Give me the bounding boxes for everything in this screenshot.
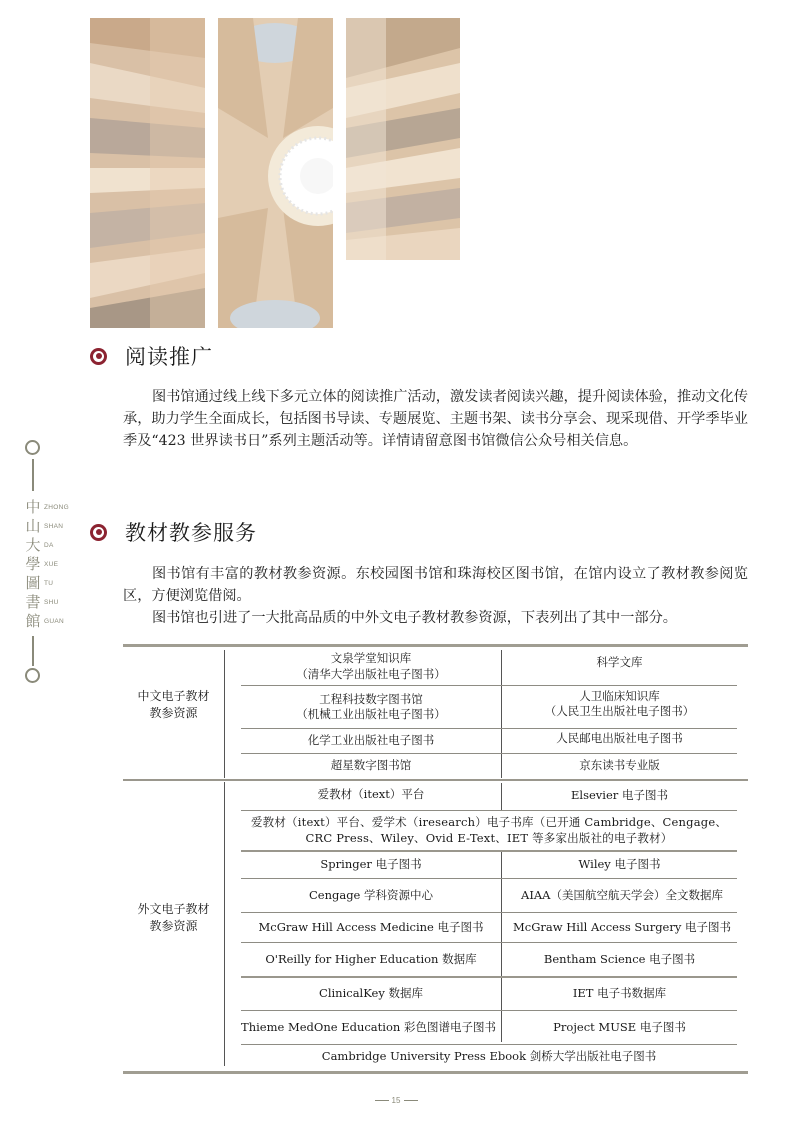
textbook-paragraph-1: 图书馆有丰富的教材教参资源。东校园图书馆和珠海校区图书馆，在馆内设立了教材教参阅览区，方便浏览借阅。 bbox=[123, 566, 748, 604]
table-cell: 超星数字图书馆 bbox=[330, 758, 412, 773]
table-cell: Cengage 学科资源中心 bbox=[308, 887, 434, 902]
table-cell: 爱教材（itext）平台 bbox=[317, 787, 425, 802]
side-vertical-pinyin: ZHONG SHAN DA XUE TU SHU GUAN bbox=[44, 504, 69, 625]
table-vline bbox=[224, 650, 225, 778]
section-title: 阅读推广 bbox=[125, 345, 213, 369]
reading-paragraph: 图书馆通过线上线下多元立体的阅读推广活动，激发读者阅读兴趣，提升阅读体验，推动文化传承，助力学生全面成长，包括图书导读、专题展览、主题书架、读书分享会、现采现借、开学季毕业季及“423 世界读书日”系列主题活动等。详情请留意图书馆微信公众号相关信息。 bbox=[123, 389, 748, 449]
table-cell: IET 电子书数据库 bbox=[572, 986, 667, 1001]
table-cell: AIAA（美国航空航天学会）全文数据库 bbox=[521, 887, 723, 902]
table-cell: Elsevier 电子图书 bbox=[571, 788, 668, 803]
side-bottom-circle bbox=[25, 668, 40, 683]
table-cell-wide: Cambridge University Press Ebook 剑桥大学出版社电子图书 bbox=[321, 1049, 657, 1064]
side-bottom-line bbox=[32, 636, 34, 666]
section-header-textbook bbox=[90, 517, 257, 547]
side-vertical-library-name: 中 山 大 學 圖 書 館 bbox=[25, 498, 41, 630]
category-chinese: 中文电子教材 教参资源 bbox=[137, 689, 210, 720]
table-cell: Bentham Science 电子图书 bbox=[543, 951, 696, 966]
table-bottom-rule bbox=[123, 1071, 748, 1074]
side-top-circle bbox=[25, 440, 40, 455]
bullet-circle-icon bbox=[90, 348, 107, 365]
category-foreign: 外文电子教材 教参资源 bbox=[137, 902, 210, 933]
table-cell: McGraw Hill Access Medicine 电子图书 bbox=[258, 919, 484, 934]
page-number-dash-right bbox=[404, 1100, 418, 1101]
library-interior-photo-left bbox=[90, 18, 205, 328]
textbook-paragraph-2: 图书馆也引进了一大批高品质的中外文电子教材教参资源，下表列出了其中一部分。 bbox=[152, 610, 677, 626]
table-cell: 人卫临床知识库 （人民卫生出版社电子图书） bbox=[544, 688, 695, 718]
table-cell: Springer 电子图书 bbox=[320, 857, 422, 872]
table-section-rule bbox=[123, 779, 748, 781]
section-title: 教材教参服务 bbox=[125, 521, 257, 545]
table-top-rule bbox=[123, 644, 748, 647]
table-cell: 文泉学堂知识库 （清华大学出版社电子图书） bbox=[296, 651, 446, 681]
side-top-line bbox=[32, 459, 34, 491]
section-header-reading bbox=[90, 341, 213, 371]
library-interior-photo-middle bbox=[218, 18, 333, 328]
table-cell: 京东读书专业版 bbox=[579, 758, 660, 773]
library-interior-photo-right bbox=[346, 18, 460, 260]
page-number: 15 bbox=[391, 1096, 401, 1105]
bullet-circle-icon bbox=[90, 524, 107, 541]
table-cell: ClinicalKey 数据库 bbox=[319, 986, 423, 1001]
table-cell: Thieme MedOne Education 彩色图谱电子图书 bbox=[241, 1019, 496, 1034]
table-cell: McGraw Hill Access Surgery 电子图书 bbox=[512, 919, 732, 934]
table-cell-wide: 爱教材（itext）平台、爱学术（iresearch）电子书库（已开通 Cambridge、Cengage、 CRC Press、Wiley、Ovid E-Text、IET 等多家出版社的电子教材） bbox=[250, 815, 728, 845]
table-cell: 科学文库 bbox=[596, 655, 643, 670]
table-cell: 工程科技数字图书馆 （机械工业出版社电子图书） bbox=[296, 691, 446, 721]
table-cell: 人民邮电出版社电子图书 bbox=[556, 731, 683, 746]
table-cell: Project MUSE 电子图书 bbox=[553, 1019, 686, 1034]
table-vline bbox=[224, 782, 225, 1066]
table-cell: 化学工业出版社电子图书 bbox=[307, 733, 435, 748]
table-cell: Wiley 电子图书 bbox=[578, 857, 661, 872]
table-cell: O'Reilly for Higher Education 数据库 bbox=[265, 951, 477, 966]
